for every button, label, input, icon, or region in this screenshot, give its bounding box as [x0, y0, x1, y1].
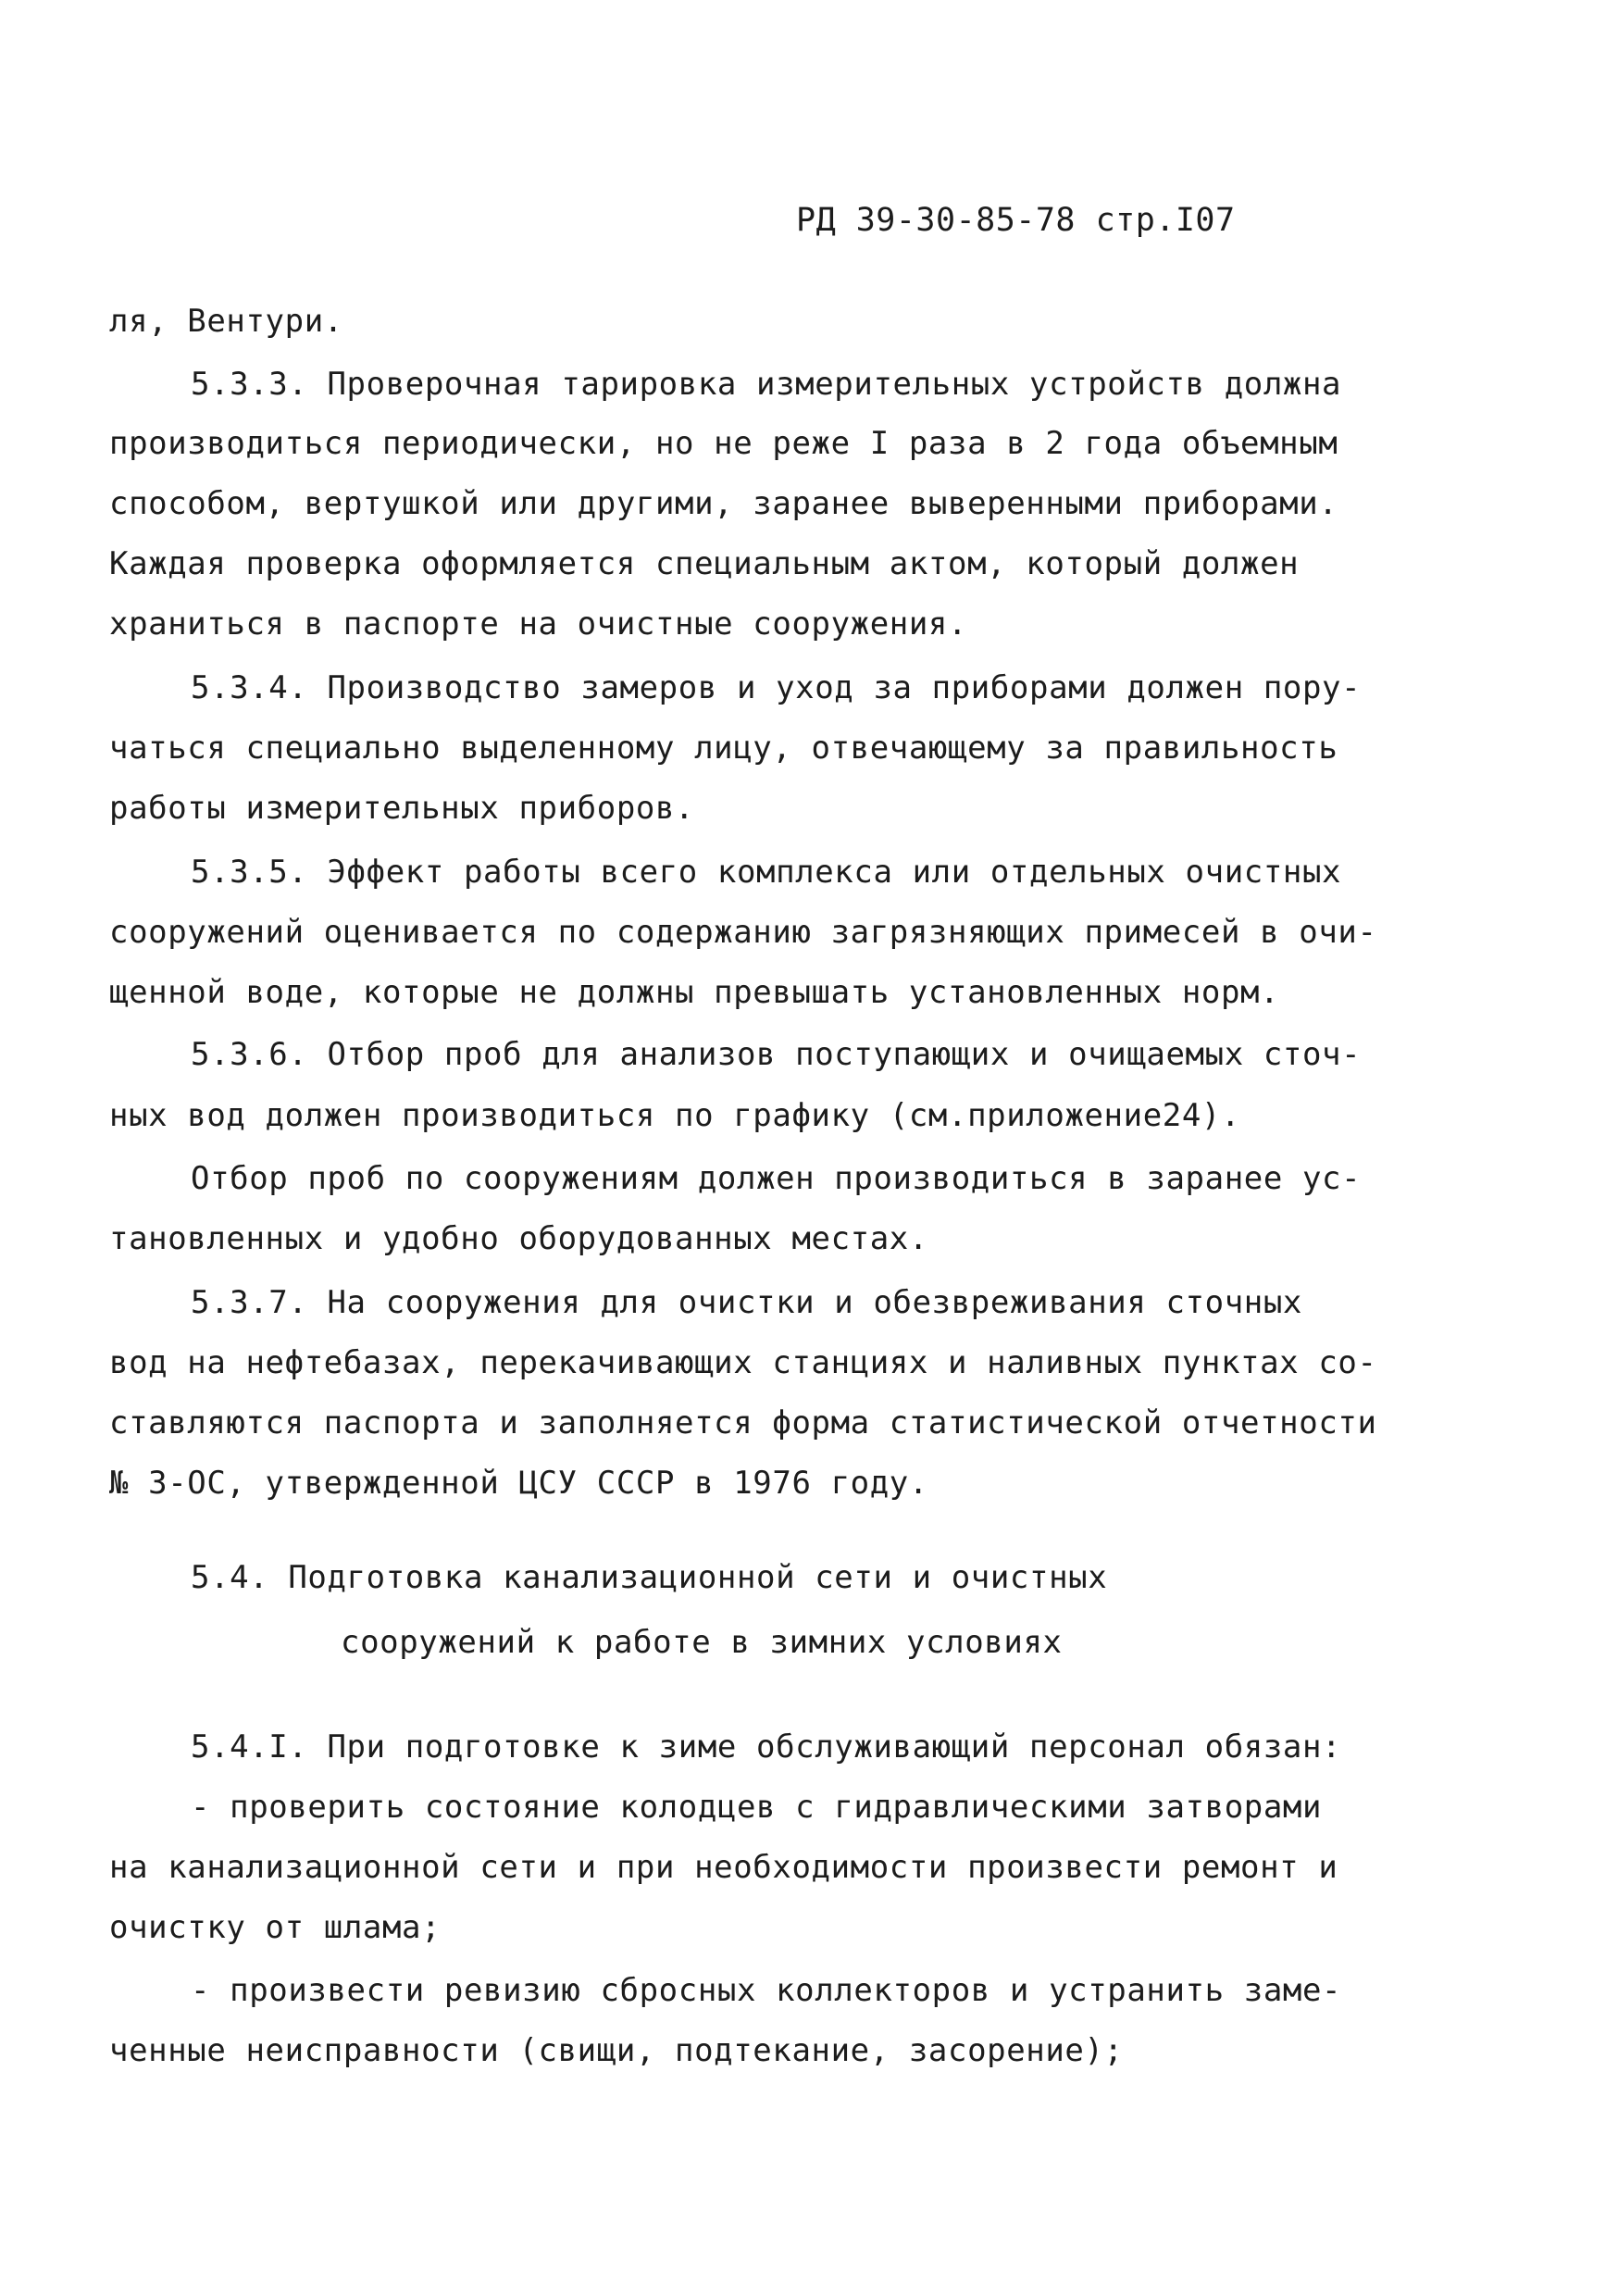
text-line: - произвести ревизию сбросных коллекторов и устранить заме- — [191, 1972, 1342, 2009]
text-line: ставляются паспорта и заполняется форма статистической отчетности — [109, 1404, 1377, 1441]
text-line: храниться в паспорте на очистные сооружения. — [109, 605, 968, 643]
text-line: тановленных и удобно оборудованных местах. — [109, 1220, 928, 1257]
text-line: 5.3.5. Эффект работы всего комплекса или отдельных очистных — [191, 854, 1342, 891]
text-line: чаться специально выделенному лицу, отвечающему за правильность — [109, 730, 1338, 767]
text-line: производиться периодически, но не реже I раза в 2 года объемным — [109, 425, 1338, 462]
text-line: на канализационной сети и при необходимости произвести ремонт и — [109, 1849, 1338, 1886]
text-line: способом, вертушкой или другими, заранее выверенными приборами. — [109, 485, 1338, 522]
section-heading-line2: сооружений к работе в зимних условиях — [341, 1624, 1063, 1661]
text-line: 5.3.3. Проверочная тарировка измерительных устройств должна — [191, 366, 1342, 403]
text-line: 5.3.4. Производство замеров и уход за приборами должен пору- — [191, 669, 1362, 706]
text-line: ченные неисправности (свищи, подтекание, засорение); — [109, 2032, 1124, 2069]
text-line: очистку от шлама; — [109, 1909, 442, 1946]
text-line: Каждая проверка оформляется специальным актом, который должен — [109, 545, 1300, 582]
text-line: сооружений оценивается по содержанию загрязняющих примесей в очи- — [109, 914, 1377, 951]
text-line: - проверить состояние колодцев с гидравлическими затворами — [191, 1789, 1323, 1826]
text-line: Отбор проб по сооружениям должен производиться в заранее ус- — [191, 1160, 1362, 1197]
text-line: ля, Вентури. — [109, 303, 343, 340]
text-line: работы измерительных приборов. — [109, 790, 695, 827]
text-line: щенной воде, которые не должны превышать установленных норм. — [109, 974, 1280, 1011]
text-line: 5.3.7. На сооружения для очистки и обезвреживания сточных — [191, 1284, 1302, 1321]
text-line: 5.3.6. Отбор проб для анализов поступающих и очищаемых сточ- — [191, 1036, 1362, 1073]
text-line: ных вод должен производиться по графику (см.приложение24). — [109, 1097, 1241, 1134]
section-heading-line1: 5.4. Подготовка канализационной сети и очистных — [191, 1559, 1108, 1596]
page-header-doc-ref: РД 39-30-85-78 стр.I07 — [796, 202, 1236, 239]
text-line: 5.4.I. При подготовке к зиме обслуживающий персонал обязан: — [191, 1728, 1342, 1766]
text-line: № 3-ОС, утвержденной ЦСУ СССР в 1976 году. — [109, 1465, 928, 1502]
text-line: вод на нефтебазах, перекачивающих станциях и наливных пунктах со- — [109, 1344, 1377, 1381]
